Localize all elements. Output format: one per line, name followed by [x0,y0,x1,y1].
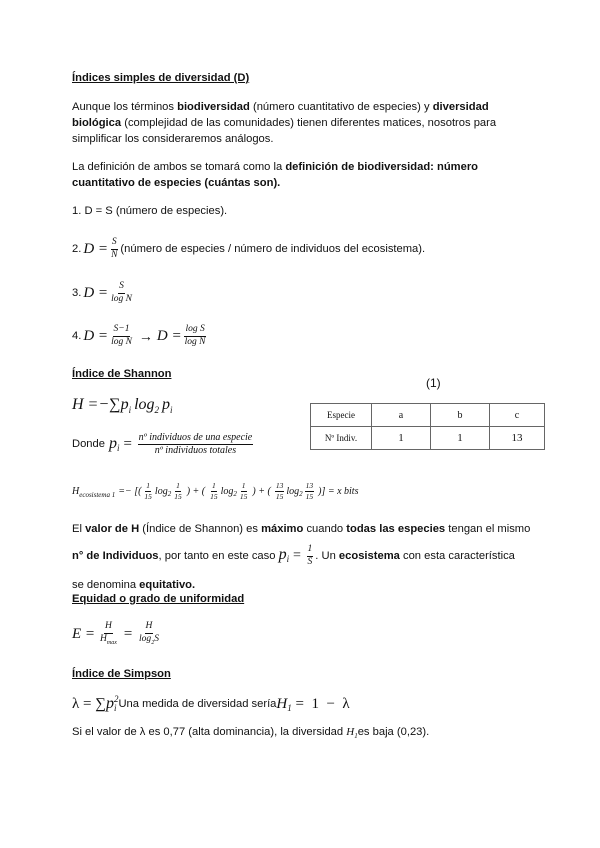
table-cell: 1 [372,427,431,450]
fraction-term: $\frac{1}{15}$ [239,481,248,501]
paragraph-definicion: La definición de ambos se tomará como la definición de biodiversidad: número cuantitativo de especies (cuántas son). [72,161,479,189]
table-cell: 1 [431,427,490,450]
table-row-label: Nº Indiv. [311,427,372,450]
fraction-s-over-logn: $\frac{S}{\text{log N}}$ [111,281,132,304]
formula-4: 4. D = $\frac{S-1}{\text{log N}}$ → D = $\frac{\text{log S}}{\text{log N}}$ [72,324,206,347]
heading-indices-simples: Índices simples de diversidad (D) [72,72,250,84]
equidad-formula: E = $\frac{H}{H_{max}}$ = $\frac{H}{\log_2S}$ [72,621,159,646]
table-cell: 13 [490,427,545,450]
fraction-term: $\frac{13}{15}$ [275,481,284,501]
table-header-cell: c [490,404,545,427]
paragraph-biodiversidad: Aunque los términos biodiversidad (número cuantitativo de especies) y diversidad biológica (complejidad de las comunidades) tienen diferentes matices, nosotros para simplificar los consideraremos análogos. [72,101,497,145]
fraction-h-over-log2s: $\frac{H}{\log_2S}$ [139,621,159,646]
fraction-term: $\frac{1}{15}$ [210,481,218,501]
formula-1: 1. D = S (número de especies). [72,205,228,217]
paragraph-simpson-result: Si el valor de λ es 0,77 (alta dominancia), la diversidad $H_1es$ baja (0,23). [72,726,430,741]
fraction-term: $\frac{1}{15}$ [174,481,182,501]
table-header-cell: b [431,404,490,427]
fraction-h-over-hmax: $\frac{H}{H_{max}}$ [100,621,117,646]
shannon-calculation: H $_{ecosistema 1}$ =− [( $\frac{1}{15}$ log $_2$ $\frac{1}{15}$ ) + ( $\frac{1}{15}$ log $_2$ $\frac{1}{15}$ ) + ( $\frac{13}{15}$ log $_2$ $\frac{13}{15}$ )] = x bits [72,481,359,501]
formula-2: 2. D = $\frac{S}{N}$ (número de especies / número de individuos del ecosistema). [72,237,426,260]
table-header-cell: a [372,404,431,427]
table-header-row [311,404,545,427]
fraction-s-minus-1: $\frac{S-1}{\text{log N}}$ [111,324,132,347]
table-row [311,427,545,450]
simpson-formula: λ = ∑ p 2 i Una medida de diversidad sería H $_1$ = 1 − λ [72,694,350,713]
heading-simpson: Índice de Simpson [72,668,171,680]
table-header-cell: Especie [311,404,372,427]
fraction-term: $\frac{13}{15}$ [305,481,314,501]
heading-shannon: Índice de Shannon [72,368,172,380]
species-table [310,403,545,450]
fraction-individuos: $\frac{\text{nº individuos de una especie}}{\text{nº individuos totales}}$ [138,431,253,456]
fraction-term: $\frac{1}{15}$ [144,481,152,501]
formula-3: 3. D = $\frac{S}{\text{log N}}$ [72,281,132,304]
paragraph-valor-h: El valor de H (Índice de Shannon) es máximo cuando todas las especies tengan el mismo n° de Individuos, por tanto en este caso $p_i$ = $\frac{1}{S}$ . Un ecosistema con esta característica se denomina equitativo. [72,523,531,592]
arrow-icon: → [138,328,153,344]
shannon-formula: $H =-\sum p_i$ $\log_2 p_i$ [72,396,173,416]
fraction-logs-over-logn: $\frac{\text{log S}}{\text{log N}}$ [184,324,206,347]
table-label: (1) [426,376,441,390]
fraction-1-over-s: $\frac{1}{S}$ [307,544,313,567]
donde-formula: Donde p $_i$ = $\frac{\text{nº individuos de una especie}}{\text{nº individuos totales}}$ [72,431,253,456]
heading-equidad: Equidad o grado de uniformidad [72,593,245,605]
fraction-s-over-n: $\frac{S}{N}$ [111,237,118,260]
